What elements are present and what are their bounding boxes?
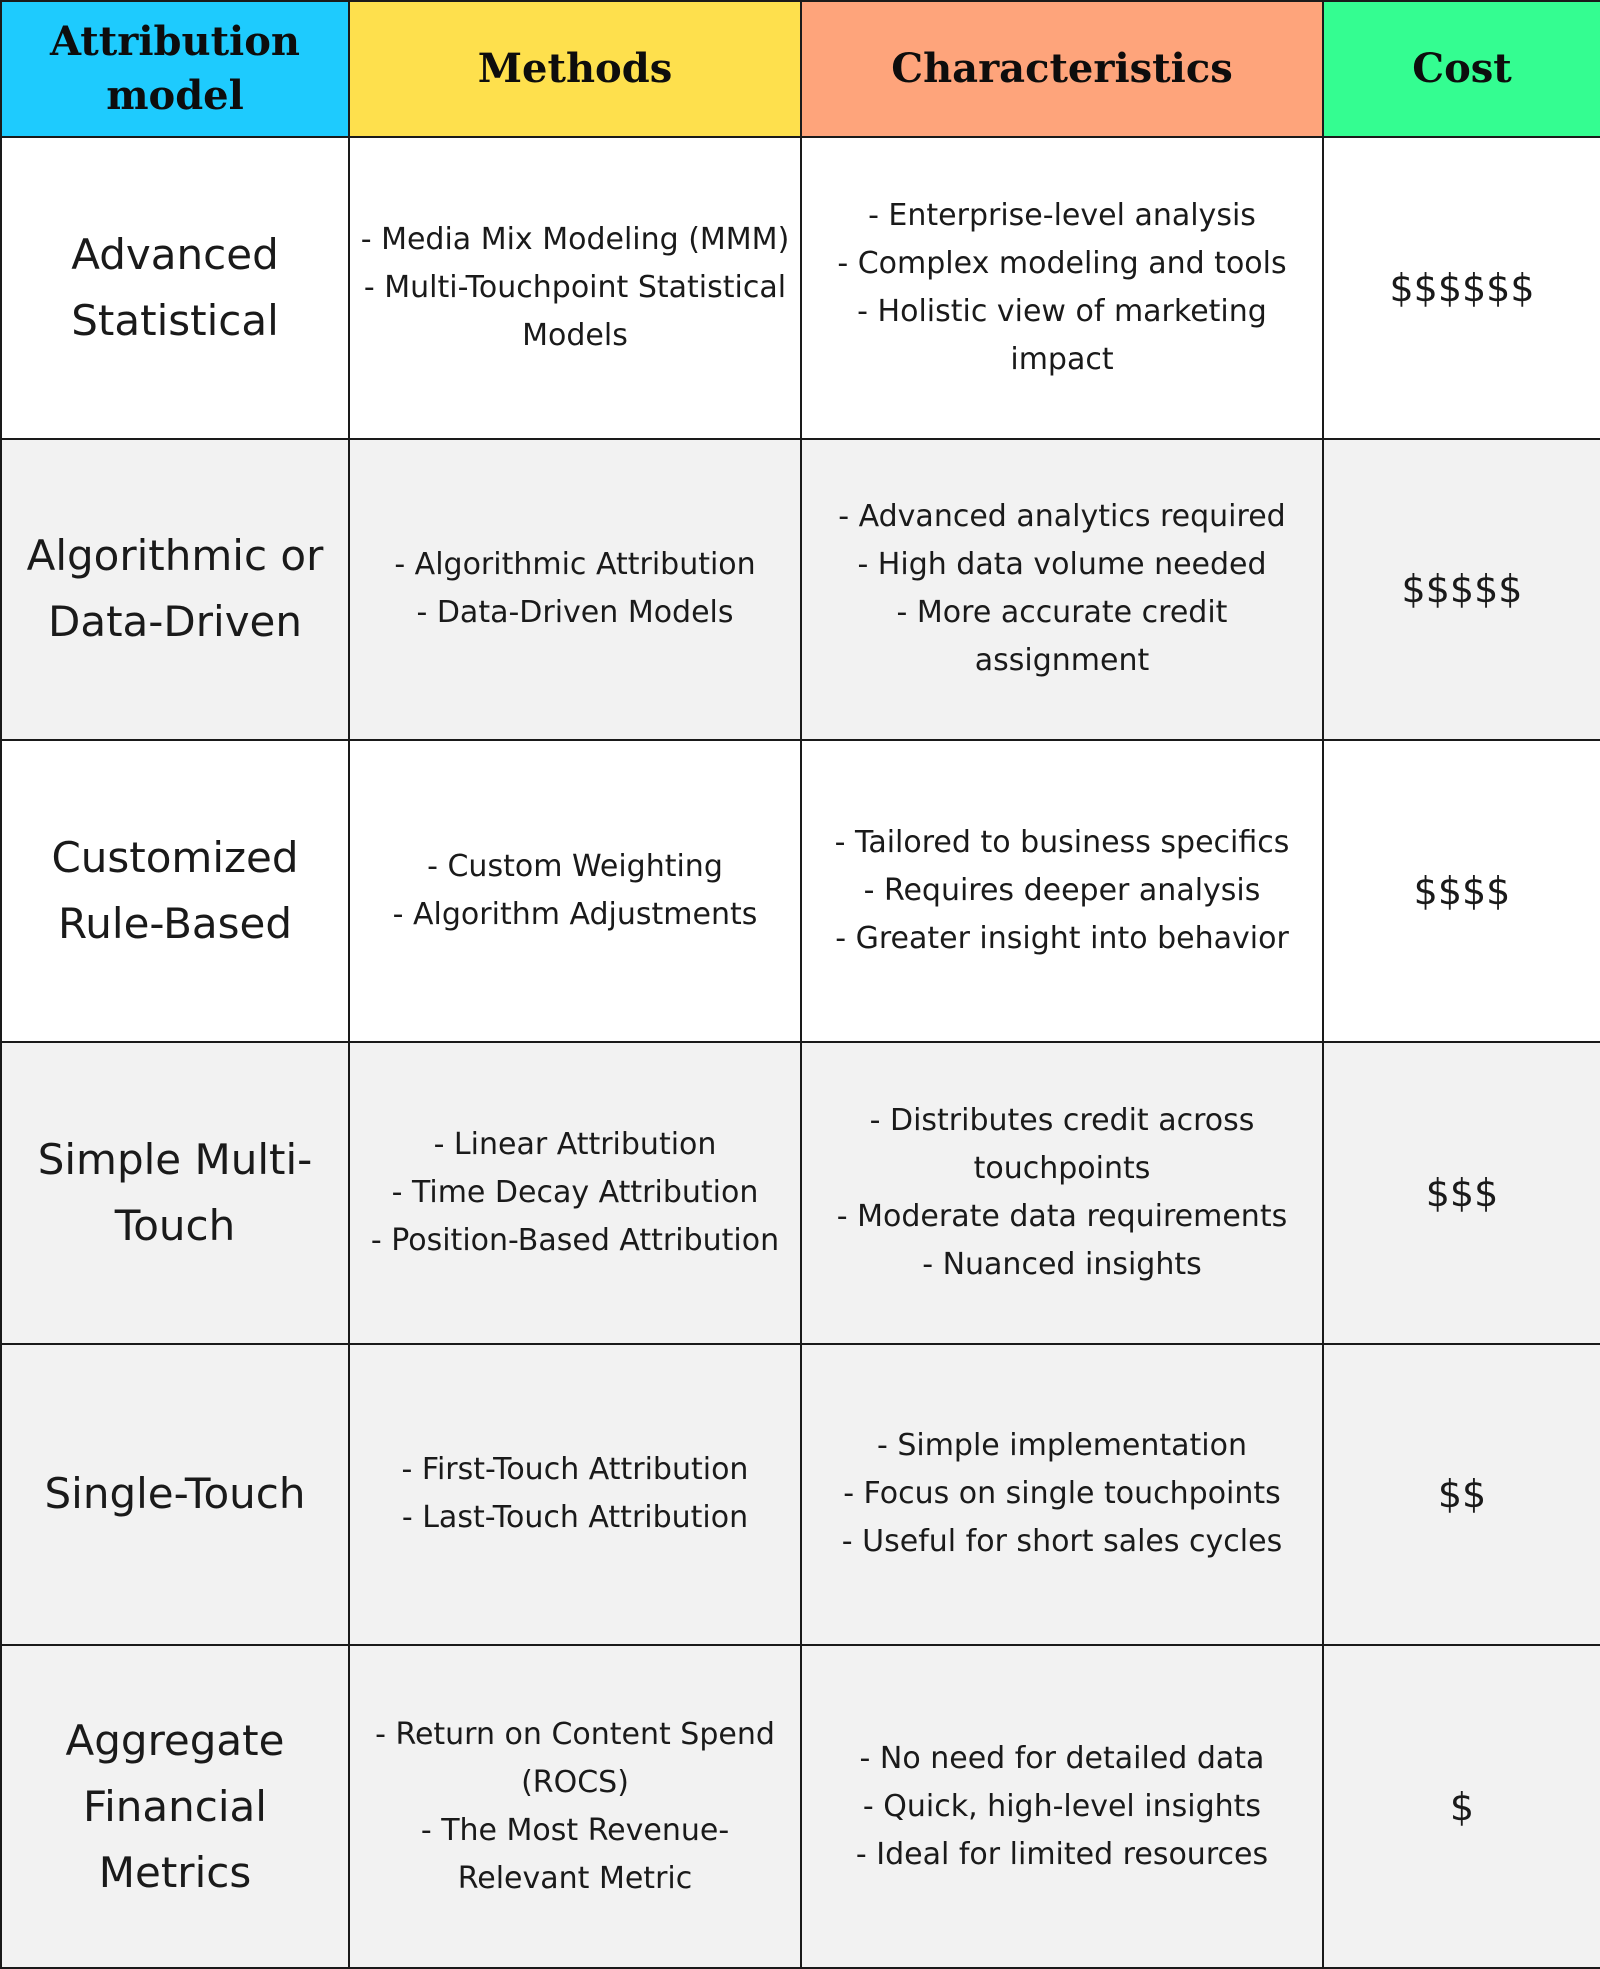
cell-line: - Moderate data requirements bbox=[836, 1198, 1288, 1234]
header-methods-label: Methods bbox=[477, 45, 673, 92]
model-cell bbox=[1, 740, 349, 1042]
model-name: Simple Multi-Touch bbox=[37, 1134, 313, 1250]
model-name: Single-Touch bbox=[44, 1469, 306, 1519]
cell-line: - Advanced analytics required bbox=[838, 499, 1286, 535]
model-cell bbox=[1, 1042, 349, 1344]
cell-line: - Algorithm Adjustments bbox=[392, 897, 758, 933]
cell-line: - Multi-Touchpoint Statistical Models bbox=[363, 269, 787, 353]
characteristics-cell bbox=[801, 1344, 1323, 1646]
model-name: Advanced Statistical bbox=[71, 229, 279, 345]
model-name: Customized Rule-Based bbox=[51, 833, 299, 949]
header-methods bbox=[349, 1, 801, 137]
cell-line: - Linear Attribution bbox=[433, 1126, 717, 1162]
cell-line: - First-Touch Attribution bbox=[401, 1452, 749, 1488]
model-cell bbox=[1, 439, 349, 741]
cell-line: - Simple implementation bbox=[876, 1428, 1248, 1464]
cell-line: - Greater insight into behavior bbox=[835, 921, 1289, 957]
cell-line: - Holistic view of marketing impact bbox=[857, 293, 1267, 377]
cost-cell: $$$$$ bbox=[1323, 439, 1600, 741]
header-attribution-model-label: Attribution model bbox=[49, 18, 301, 119]
table-row bbox=[1, 1344, 1600, 1646]
header-characteristics bbox=[801, 1, 1323, 137]
table-row bbox=[1, 439, 1600, 741]
cell-line: - Return on Content Spend (ROCS) bbox=[375, 1716, 775, 1800]
characteristics-cell bbox=[801, 137, 1323, 439]
methods-cell bbox=[349, 740, 801, 1042]
cost-cell: $$$ bbox=[1323, 1042, 1600, 1344]
table-header bbox=[1, 1, 1600, 137]
model-name: Algorithmic or Data-Driven bbox=[26, 531, 324, 647]
cell-line: - Useful for short sales cycles bbox=[841, 1524, 1283, 1560]
cell-line: - Custom Weighting bbox=[427, 849, 723, 885]
cell-line: - Requires deeper analysis bbox=[863, 873, 1261, 909]
model-cell bbox=[1, 1344, 349, 1646]
cell-line: - Last-Touch Attribution bbox=[401, 1500, 749, 1536]
cell-line: - High data volume needed bbox=[857, 547, 1267, 583]
cell-line: - Algorithmic Attribution bbox=[394, 547, 756, 583]
cell-line: - More accurate credit assignment bbox=[896, 595, 1228, 679]
cell-line: - Nuanced insights bbox=[922, 1246, 1202, 1282]
model-cell bbox=[1, 137, 349, 439]
header-cost-label: Cost bbox=[1412, 45, 1512, 92]
characteristics-cell bbox=[801, 1645, 1323, 1968]
cost-cell: $$ bbox=[1323, 1344, 1600, 1646]
model-cell bbox=[1, 1645, 349, 1968]
header-characteristics-label: Characteristics bbox=[891, 45, 1233, 92]
header-attribution-model bbox=[1, 1, 349, 137]
cell-line: - No need for detailed data bbox=[859, 1740, 1265, 1776]
cell-line: - Time Decay Attribution bbox=[391, 1174, 759, 1210]
methods-cell bbox=[349, 1645, 801, 1968]
cell-line: - Tailored to business specifics bbox=[834, 825, 1290, 861]
cell-line: - Ideal for limited resources bbox=[855, 1836, 1269, 1872]
cell-line: - Position-Based Attribution bbox=[370, 1222, 780, 1258]
table-row bbox=[1, 1645, 1600, 1968]
table-row bbox=[1, 1042, 1600, 1344]
table-row bbox=[1, 137, 1600, 439]
methods-cell bbox=[349, 137, 801, 439]
cost-cell: $ bbox=[1323, 1645, 1600, 1968]
model-name: Aggregate Financial Metrics bbox=[65, 1715, 285, 1897]
methods-cell bbox=[349, 1344, 801, 1646]
characteristics-cell bbox=[801, 439, 1323, 741]
cell-line: - Distributes credit across touchpoints bbox=[869, 1102, 1255, 1186]
cell-line: - Data-Driven Models bbox=[416, 595, 734, 631]
cell-line: - Complex modeling and tools bbox=[837, 245, 1287, 281]
characteristics-cell bbox=[801, 740, 1323, 1042]
methods-cell bbox=[349, 1042, 801, 1344]
cost-cell: $$$$ bbox=[1323, 740, 1600, 1042]
header-cost bbox=[1323, 1, 1600, 137]
cell-line: - The Most Revenue-Relevant Metric bbox=[420, 1812, 730, 1896]
cost-cell: $$$$$$ bbox=[1323, 137, 1600, 439]
cell-line: - Focus on single touchpoints bbox=[843, 1476, 1281, 1512]
cell-line: - Media Mix Modeling (MMM) bbox=[360, 221, 790, 257]
cell-line: - Enterprise-level analysis bbox=[868, 197, 1256, 233]
table-row bbox=[1, 740, 1600, 1042]
methods-cell bbox=[349, 439, 801, 741]
header-row bbox=[1, 1, 1600, 137]
table-body bbox=[1, 137, 1600, 1968]
characteristics-cell bbox=[801, 1042, 1323, 1344]
cell-line: - Quick, high-level insights bbox=[862, 1788, 1262, 1824]
